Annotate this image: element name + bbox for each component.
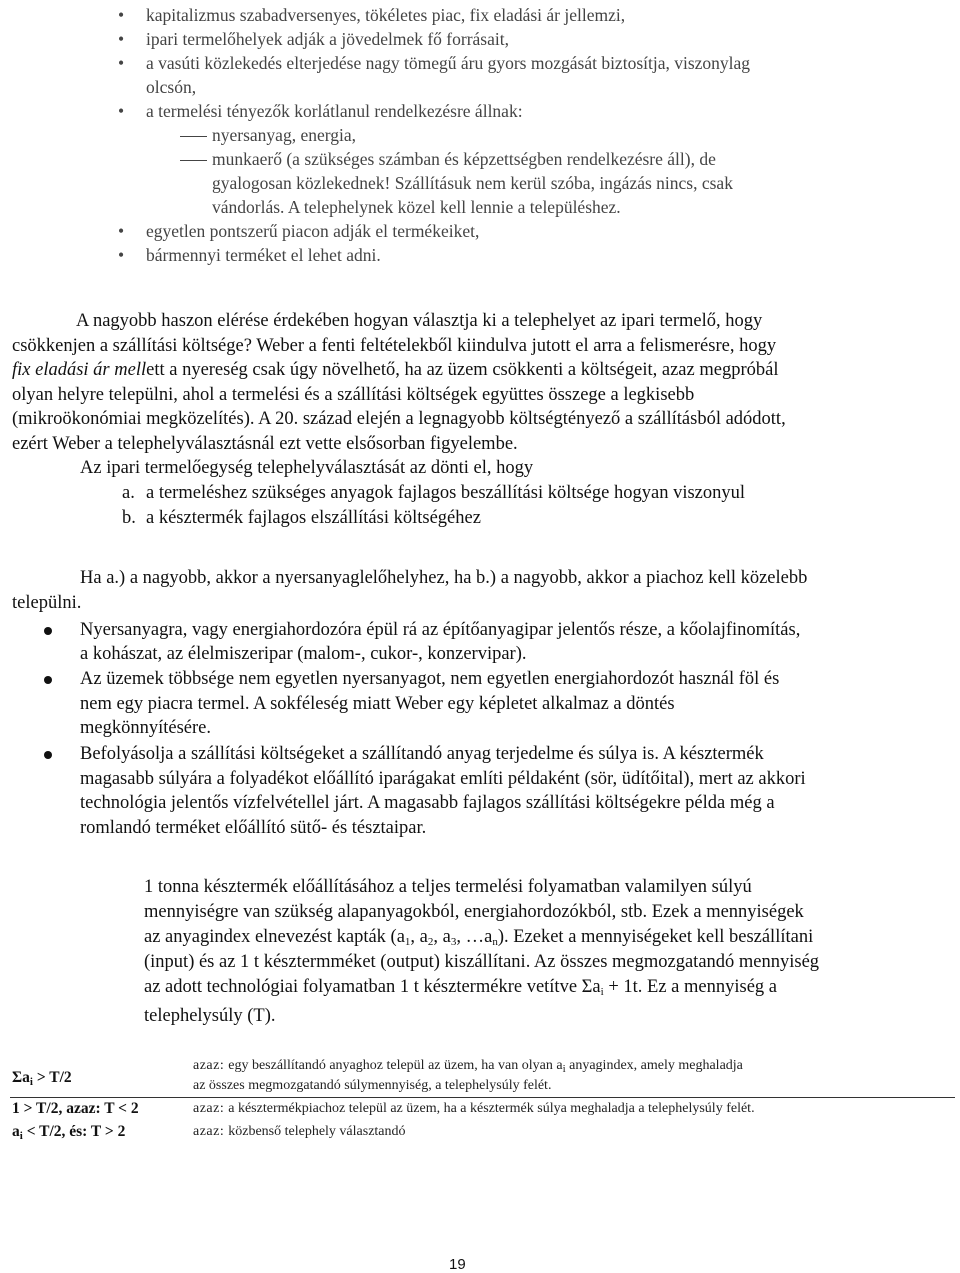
list-item-continuation: megkönnyítésére. — [80, 718, 211, 738]
subscript: 1 — [404, 936, 411, 948]
rule-condition — [12, 1068, 72, 1092]
italic-fragment: fix eladási ár mell — [12, 360, 147, 380]
text-line: csökkenjen a szállítási költsége? Weber a fenti feltételekből kiindulva jutott el arra a felismerésre, hogy — [12, 336, 777, 356]
text-line: telephelysúly (T). — [144, 1006, 276, 1026]
text-fragment: + 1t. Ez a mennyiség a — [603, 977, 777, 997]
subscript: i — [29, 1076, 33, 1088]
list-item: bármennyi terméket el lehet adni. — [146, 245, 381, 265]
text-line: 1 tonna késztermék előállításához a teljes termelési folyamatban valamilyen súlyú — [144, 877, 752, 897]
text-fragment: egy beszállítandó anyaghoz települ az üzem, ha van olyan a — [228, 1058, 563, 1073]
text-fragment: azaz: — [193, 1101, 229, 1116]
text-line: olyan helyre települni, ahol a termelési és a szállítási költségek együttes összege a legkisebb — [12, 385, 695, 405]
text-line — [12, 358, 778, 383]
text-fragment: a késztermékpiachoz települ az üzem, ha a késztermék súlya meghaladja a telephelysúly felét. — [228, 1101, 755, 1116]
text-fragment: az adott technológiai folyamatban 1 t késztermékre vetítve Σa — [144, 977, 601, 997]
rule-description — [193, 1122, 406, 1141]
list-item: egyetlen pontszerű piacon adják el termékeiket, — [146, 221, 480, 241]
dash-item-continuation: gyalogosan közlekednek! Szállításuk nem kerül szóba, ingázás nincs, csak — [212, 173, 733, 193]
subscript: n — [492, 936, 498, 948]
text-fragment: közbenső telephely választandó — [228, 1124, 406, 1139]
text-line: Ha a.) a nagyobb, akkor a nyersanyaglelőhelyhez, ha b.) a nagyobb, akkor a piachoz kell közelebb — [80, 568, 808, 588]
list-item: Befolyásolja a szállítási költségeket a szállítandó anyag terjedelme és súlya is. A késztermék — [80, 744, 764, 764]
option-marker: b. — [122, 508, 136, 528]
bullet-marker: • — [118, 5, 125, 25]
bullet-dot — [44, 627, 52, 635]
text-fragment: anyagindex, amely meghaladja — [565, 1058, 743, 1073]
subscript: i — [600, 986, 604, 998]
list-item-continuation: nem egy piacra termel. A sokféleség miatt Weber egy képletet alkalmaz a döntés — [80, 694, 675, 714]
text-line: mennyiségre van szükség alapanyagokból, energiahordozókból, stb. Ezek a mennyiségek — [144, 902, 804, 922]
text-fragment: ett a — [146, 360, 183, 380]
list-item: kapitalizmus szabadversenyes, tökéletes piac, fix eladási ár jellemzi, — [146, 5, 626, 25]
page-number: 19 — [449, 1256, 466, 1273]
text-fragment: azaz: — [193, 1058, 229, 1073]
option-text: a késztermék fajlagos elszállítási költségéhez — [146, 508, 481, 528]
bullet-marker: • — [118, 53, 125, 73]
bullet-dot — [44, 676, 52, 684]
text-fragment: az anyagindex elnevezést kapták (a — [144, 927, 405, 947]
subscript: 2 — [427, 936, 434, 948]
subscript: i — [562, 1063, 566, 1075]
dash-marker — [180, 160, 207, 161]
list-item: ipari termelőhelyek adják a jövedelmek fő forrásait, — [146, 29, 509, 49]
option-marker: a. — [122, 483, 135, 503]
text-fragment: > T/2 — [32, 1069, 72, 1086]
bullet-dot — [44, 751, 52, 759]
text-fragment: , a — [410, 927, 428, 947]
rule-condition: 1 > T/2, azaz: T < 2 — [12, 1100, 139, 1117]
dash-marker — [180, 136, 207, 137]
text-fragment: Σa — [12, 1069, 30, 1086]
rule-description-continuation: az összes megmozgatandó súlymennyiség, a telephelysúly felét. — [193, 1078, 552, 1093]
list-item-continuation: olcsón, — [146, 77, 197, 97]
text-line: települni. — [12, 593, 82, 613]
list-item: a vasúti közlekedés elterjedése nagy tömegű áru gyors mozgását biztosítja, viszonylag — [146, 53, 751, 73]
subscript: 3 — [450, 936, 457, 948]
list-item: Nyersanyagra, vagy energiahordozóra épül rá az építőanyagipar jelentős része, a kőolajfinomítás, — [80, 620, 801, 640]
text-fragment: , …a — [456, 927, 493, 947]
text-fragment: < T/2, és: T > 2 — [22, 1123, 126, 1140]
text-line — [144, 975, 777, 1005]
text-fragment: nyereség csak úgy növelhető, ha az üzem csökkenti a költségeit, azaz megpróbál — [182, 360, 779, 380]
list-item: Az üzemek többsége nem egyetlen nyersanyagot, nem egyetlen energiahordozót használ föl és — [80, 669, 780, 689]
text-line: ezért Weber a telephelyválasztásnál ezt vette elsősorban figyelembe. — [12, 434, 518, 454]
list-item-continuation: romlandó terméket előállító sütő- és tésztaipar. — [80, 818, 427, 838]
text-line: A nagyobb haszon elérése érdekében hogyan választja ki a telephelyet az ipari termelő, hogy — [76, 311, 763, 331]
bullet-marker: • — [118, 221, 125, 241]
text-fragment: , a — [433, 927, 451, 947]
text-fragment: azaz: — [193, 1124, 229, 1139]
option-text: a termeléshez szükséges anyagok fajlagos beszállítási költsége hogyan viszonyul — [146, 483, 746, 503]
bullet-marker: • — [118, 245, 125, 265]
text-fragment: a — [12, 1123, 20, 1140]
text-line: (input) és az 1 t késztermméket (output) kiszállítani. Az összes megmozgatandó mennyiség — [144, 952, 820, 972]
list-item-continuation: a kohászat, az élelmiszeripar (malom-, cukor-, konzervipar). — [80, 644, 527, 664]
bullet-marker: • — [118, 101, 125, 121]
dash-item: nyersanyag, energia, — [212, 125, 356, 145]
text-line: Az ipari termelőegység telephelyválasztását az dönti el, hogy — [80, 458, 534, 478]
rule-description — [193, 1099, 755, 1118]
text-fragment: ). Ezeket a mennyiségeket kell beszállítani — [497, 927, 814, 947]
dash-item: munkaerő (a szükséges számban és képzettségben rendelkezésre áll), de — [212, 149, 716, 169]
table-divider — [10, 1097, 955, 1098]
list-item-continuation: magasabb súlyára a folyadékot előállító iparágakat említi példaként (sör, üdítőital), mert az akkori — [80, 769, 806, 789]
list-item-continuation: technológia jelentős vízfelvétellel járt. A magasabb fajlagos szállítási költségekre példa még a — [80, 793, 775, 813]
list-item: a termelési tényezők korlátlanul rendelkezésre állnak: — [146, 101, 523, 121]
rule-condition — [12, 1122, 125, 1146]
dash-item-continuation: vándorlás. A telephelynek közel kell lennie a településhez. — [212, 197, 621, 217]
text-line: (mikroökonómiai megközelítés). A 20. század elején a legnagyobb költségtényező a szállításból adódott, — [12, 409, 786, 429]
bullet-marker: • — [118, 29, 125, 49]
subscript: i — [19, 1130, 23, 1142]
